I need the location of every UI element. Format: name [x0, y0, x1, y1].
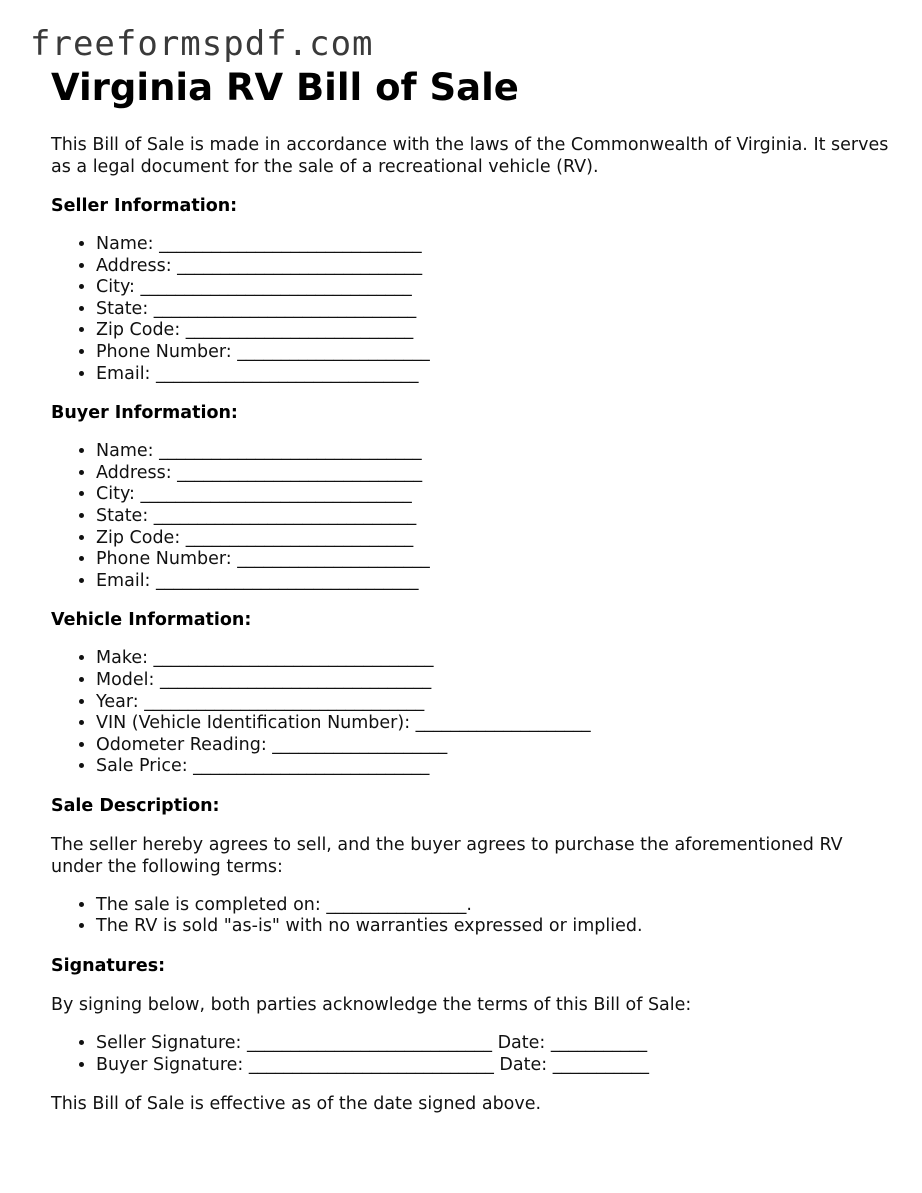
buyer-field-list: [51, 441, 891, 592]
seller-signature-line: • Seller Signature: ____________________________ Date: ___________: [96, 1033, 891, 1055]
vehicle-year-field: • Year: ________________________________: [96, 692, 891, 714]
document-body: [51, 66, 891, 1115]
seller-address-field: • Address: ____________________________: [96, 256, 891, 278]
vehicle-field-list: [51, 648, 891, 778]
seller-state-field: • State: ______________________________: [96, 299, 891, 321]
buyer-phone-field: • Phone Number: ______________________: [96, 549, 891, 571]
buyer-email-field: • Email: ______________________________: [96, 571, 891, 593]
vehicle-vin-field: • VIN (Vehicle Identification Number): ____________________: [96, 713, 891, 735]
buyer-state-field: • State: ______________________________: [96, 506, 891, 528]
seller-phone-field: • Phone Number: ______________________: [96, 342, 891, 364]
buyer-name-field: • Name: ______________________________: [96, 441, 891, 463]
sale-paragraph: The seller hereby agrees to sell, and the buyer agrees to purchase the aforementioned RV under the following terms:: [51, 834, 843, 877]
buyer-city-field: • City: _______________________________: [96, 484, 891, 506]
sale-date-term: • The sale is completed on: ________________.: [96, 895, 891, 917]
buyer-heading: Buyer Information:: [51, 403, 238, 424]
sale-heading: Sale Description:: [51, 795, 220, 816]
seller-email-field: • Email: ______________________________: [96, 364, 891, 386]
as-is-term: • The RV is sold "as-is" with no warranties expressed or implied.: [96, 916, 891, 938]
seller-zip-field: • Zip Code: __________________________: [96, 320, 891, 342]
buyer-signature-line: • Buyer Signature: ____________________________ Date: ___________: [96, 1055, 891, 1077]
vehicle-price-field: • Sale Price: ___________________________: [96, 756, 891, 778]
vehicle-make-field: • Make: ________________________________: [96, 648, 891, 670]
vehicle-odometer-field: • Odometer Reading: ____________________: [96, 735, 891, 757]
vehicle-model-field: • Model: _______________________________: [96, 670, 891, 692]
seller-city-field: • City: _______________________________: [96, 277, 891, 299]
document-title: Virginia RV Bill of Sale: [51, 66, 519, 109]
signatures-heading: Signatures:: [51, 956, 166, 977]
sale-term-list: [51, 895, 891, 938]
watermark: freeformspdf.com: [30, 24, 374, 64]
signatures-paragraph: By signing below, both parties acknowledge the terms of this Bill of Sale:: [51, 995, 692, 1016]
seller-heading: Seller Information:: [51, 196, 238, 216]
buyer-zip-field: • Zip Code: __________________________: [96, 528, 891, 550]
intro-paragraph: This Bill of Sale is made in accordance with the laws of the Commonwealth of Virginia. It serves as a legal document for the sale of a recreational vehicle (RV).: [51, 135, 889, 177]
signature-list: [51, 1033, 891, 1076]
closing-paragraph: This Bill of Sale is effective as of the date signed above.: [51, 1094, 542, 1115]
seller-field-list: [51, 234, 891, 385]
seller-name-field: • Name: ______________________________: [96, 234, 891, 256]
buyer-address-field: • Address: ____________________________: [96, 463, 891, 485]
vehicle-heading: Vehicle Information:: [51, 610, 252, 631]
